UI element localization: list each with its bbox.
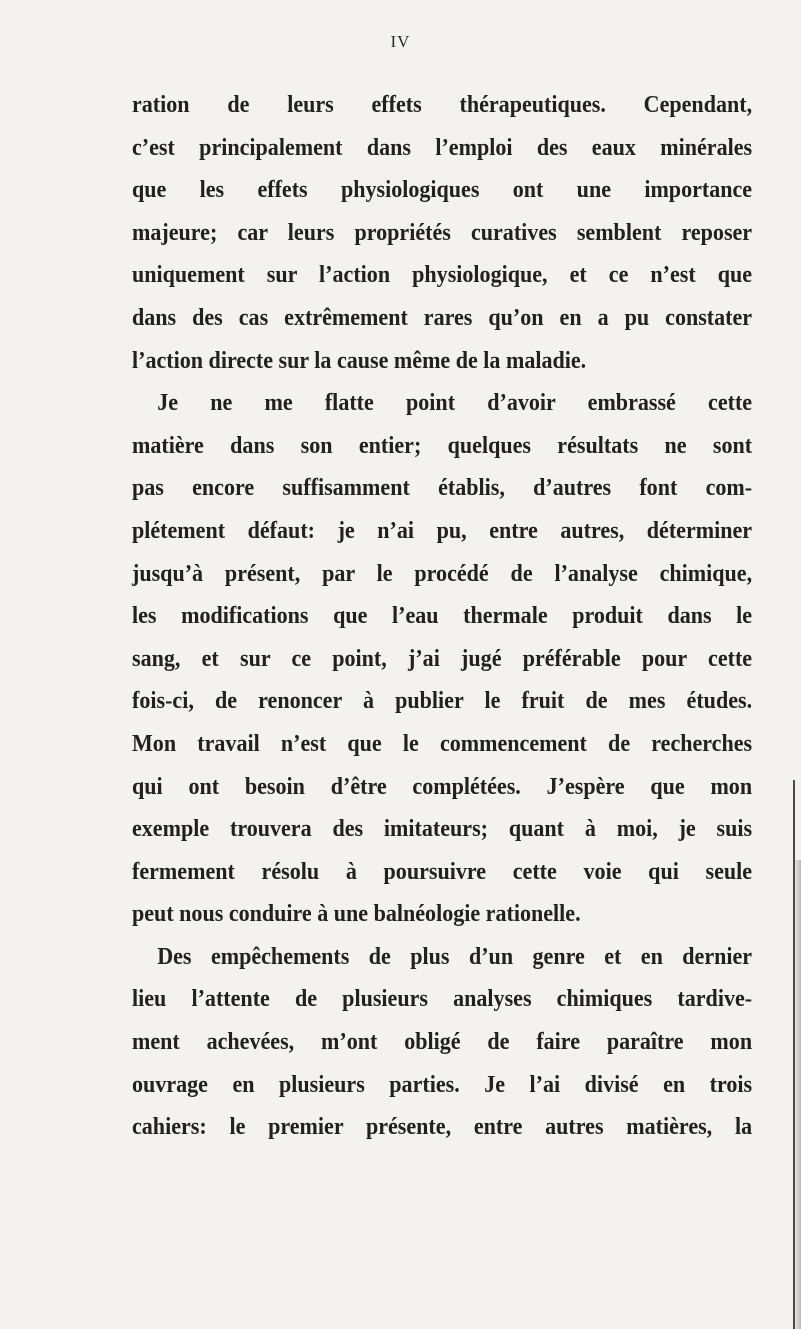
text-line: uniquement sur l’action physiologique, et ce n’est que: [132, 261, 753, 289]
text-line: dans des cas extrêmement rares qu’on en a pu constater: [132, 303, 753, 331]
text-line: pas encore suffisamment établis, d’autres font com-: [132, 474, 753, 502]
text-line: fois-ci, de renoncer à publier le fruit de mes études.: [132, 687, 753, 715]
paragraph-end-line: l’action directe sur la cause même de la maladie.: [132, 346, 587, 374]
page-number: IV: [390, 32, 411, 51]
text-line: ration de leurs effets thérapeutiques. Cependant,: [132, 91, 753, 118]
text-line: sang, et sur ce point, j’ai jugé préférable pour cette: [132, 644, 753, 672]
text-line: Mon travail n’est que le commencement de recherches: [132, 729, 753, 757]
body-text: [132, 84, 752, 1149]
text-line: qui ont besoin d’être complétées. J’espère que mon: [132, 772, 753, 800]
paragraph-end-line: peut nous conduire à une balnéologie rationelle.: [132, 900, 581, 928]
page-edge-line: [793, 780, 795, 1329]
paragraph-start-line: Des empêchements de plus d’un genre et en dernier: [157, 942, 753, 970]
text-line: cahiers: le premier présente, entre autres matières, la: [132, 1113, 753, 1141]
paragraph-start-line: Je ne me flatte point d’avoir embrassé cette: [157, 389, 753, 417]
text-line: que les effets physiologiques ont une importance: [132, 176, 753, 204]
text-line: ment achevées, m’ont obligé de faire paraître mon: [132, 1028, 753, 1056]
text-line: les modifications que l’eau thermale produit dans le: [132, 602, 753, 630]
text-line: exemple trouvera des imitateurs; quant à moi, je suis: [132, 815, 753, 843]
text-line: fermement résolu à poursuivre cette voie qui seule: [132, 857, 753, 885]
text-line: majeure; car leurs propriétés curatives semblent reposer: [132, 218, 753, 246]
text-line: c’est principalement dans l’emploi des eaux minérales: [132, 133, 753, 161]
text-line: matière dans son entier; quelques résultats ne sont: [132, 431, 753, 459]
text-line: plétement défaut: je n’ai pu, entre autres, déterminer: [132, 516, 753, 544]
text-line: jusqu’à présent, par le procédé de l’analyse chimique,: [132, 559, 753, 587]
text-line: ouvrage en plusieurs parties. Je l’ai divisé en trois: [132, 1070, 753, 1098]
text-line: lieu l’attente de plusieurs analyses chimiques tardive-: [132, 985, 753, 1013]
